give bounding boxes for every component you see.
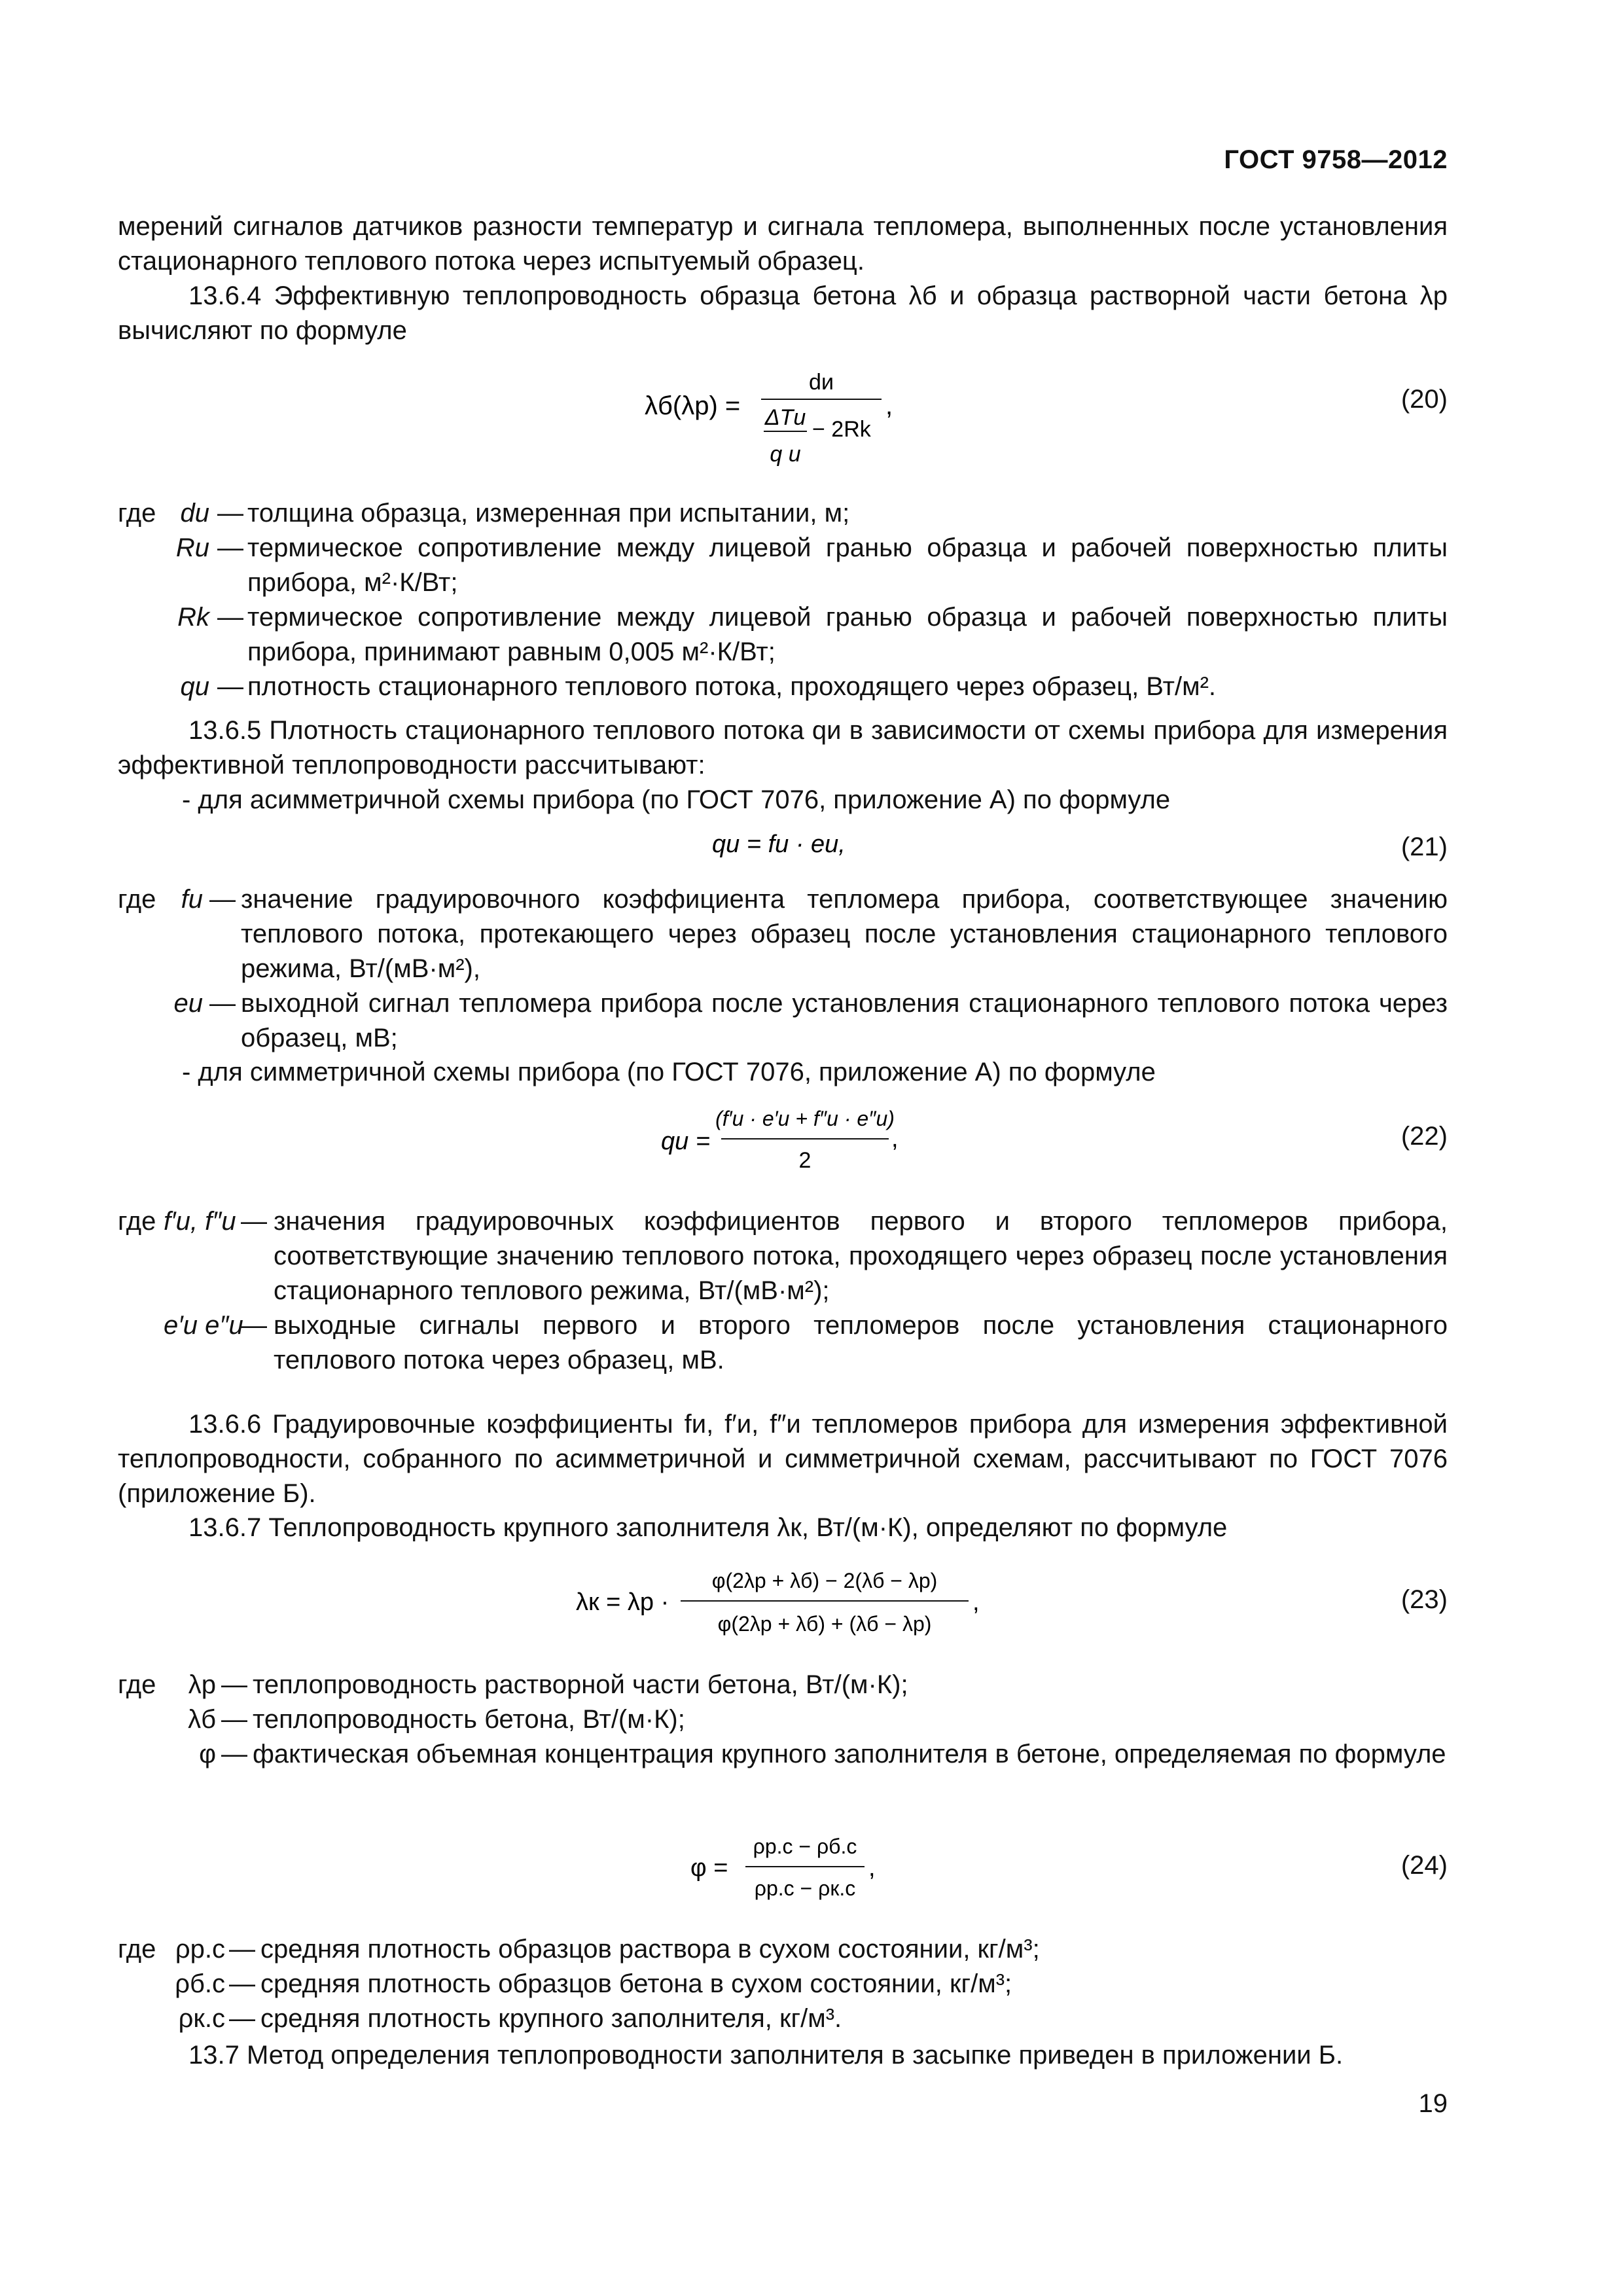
formula-22-denominator: 2 — [798, 1148, 812, 1173]
section-13-7: 13.7 Метод определения теплопроводности заполнителя в засыпке приведен в приложении Б. — [188, 2041, 1344, 2070]
formula-23-lhs: λк = λр · — [576, 1588, 669, 1616]
where-desc: значения градуировочных коэффициентов первого и второго тепломеров прибора, соответствующие значению теплового потока, проходящего через образец после установления стационарного теплового режима, Вт/(мВ·м²); — [274, 1207, 1448, 1305]
where-item: ρб.с — средняя плотность образцов бетона в сухом состоянии, кг/м³; — [118, 1967, 1448, 2001]
where-prefix: где — [118, 1207, 156, 1236]
formula-24-lhs: φ = — [690, 1854, 728, 1882]
where-item: ρк.с — средняя плотность крупного заполнителя, кг/м³. — [118, 2001, 1448, 2036]
formula-20-inner-den: q и — [770, 442, 801, 467]
formula-20-after: , — [885, 391, 893, 420]
formula-22-lhs: qи = — [661, 1128, 711, 1155]
formula-22-after: , — [891, 1125, 899, 1153]
where-list-21 — [118, 882, 1448, 1056]
where-item: eи — выходной сигнал тепломера прибора после установления стационарного теплового потока через образец, мВ; — [118, 986, 1448, 1056]
where-list-23 — [118, 1668, 1448, 1772]
formula-24 — [690, 1826, 913, 1914]
formula-20 — [645, 363, 919, 484]
formula-23-number: (23) — [1400, 1585, 1448, 1614]
where-prefix: где — [118, 1935, 156, 1964]
intro-paragraph: мерений сигналов датчиков разности температур и сигнала тепломера, выполненных после установления стационарного теплового потока через испытуемый образец. — [118, 212, 1448, 276]
where-item: φ — фактическая объемная концентрация крупного заполнителя в бетоне, определяемая по формуле — [118, 1737, 1448, 1772]
standard-code-header: ГОСТ 9758—2012 — [1224, 145, 1448, 174]
formula-20-number: (20) — [1400, 385, 1448, 414]
formula-20-tail: − 2Rk — [812, 417, 871, 442]
where-term: ρр.с — [175, 1935, 225, 1964]
where-desc: фактическая объемная концентрация крупного заполнителя в бетоне, определяемая по формуле — [253, 1740, 1446, 1768]
where-desc: средняя плотность образцов бетона в сухом состоянии, кг/м³; — [260, 1969, 1012, 1998]
where-term: λб — [188, 1705, 216, 1734]
where-term: qи — [180, 672, 209, 701]
formula-24-after: , — [868, 1854, 876, 1882]
where-desc: выходные сигналы первого и второго тепломеров после установления стационарного теплового потока через образец, мВ. — [274, 1311, 1448, 1374]
formula-21 — [712, 823, 921, 866]
where-item: где ρр.с — средняя плотность образцов раствора в сухом состоянии, кг/м³; — [118, 1932, 1448, 1967]
where-term: dи — [180, 499, 209, 528]
where-term: f′и, f″и — [164, 1207, 236, 1236]
section-13-6-6: 13.6.6 Градуировочные коэффициенты fи, f′и, f″и тепломеров прибора для измерения эффективной теплопроводности, собранного по асимметричной и симметричной схемам, рассчитывают по ГОСТ 7076 (приложение Б). — [118, 1410, 1448, 1508]
formula-24-number: (24) — [1400, 1851, 1448, 1880]
formula-23-denominator: φ(2λр + λб) + (λб − λр) — [717, 1612, 932, 1636]
where-term: Rи — [175, 533, 209, 562]
where-item: Rи — термическое сопротивление между лицевой гранью образца и рабочей поверхностью плиты прибора, м²·К/Вт; — [118, 531, 1448, 600]
formula-21-number: (21) — [1400, 833, 1448, 861]
where-item: где dи — толщина образца, измеренная при испытании, м; — [118, 496, 1448, 531]
where-desc: плотность стационарного теплового потока, проходящего через образец, Вт/м². — [247, 672, 1217, 701]
formula-22-number: (22) — [1400, 1122, 1448, 1151]
where-term: λр — [188, 1670, 216, 1699]
where-prefix: где — [118, 885, 156, 914]
where-term: Rk — [177, 603, 209, 632]
where-term: φ — [199, 1740, 216, 1768]
where-item: Rk — термическое сопротивление между лицевой гранью образца и рабочей поверхностью плиты прибора, принимают равным 0,005 м²·К/Вт; — [118, 600, 1448, 670]
where-desc: значение градуировочного коэффициента тепломера прибора, соответствующее значению теплового потока, протекающего через образец после установления стационарного теплового режима, Вт/(мВ·м²), — [241, 885, 1448, 983]
where-item: где λр — теплопроводность растворной части бетона, Вт/(м·К); — [118, 1668, 1448, 1702]
where-desc: толщина образца, измеренная при испытании, м; — [247, 499, 850, 528]
where-term: eи — [173, 989, 203, 1018]
where-list-20 — [118, 496, 1448, 704]
formula-24-numerator: ρр.с − ρб.с — [753, 1835, 857, 1858]
where-desc: средняя плотность образцов раствора в сухом состоянии, кг/м³; — [260, 1935, 1040, 1964]
where-list-22 — [118, 1204, 1448, 1378]
where-desc: термическое сопротивление между лицевой гранью образца и рабочей поверхностью плиты прибора, принимают равным 0,005 м²·К/Вт; — [247, 603, 1448, 666]
where-term: e′и e″и — [164, 1311, 243, 1340]
formula-23-after: , — [972, 1588, 980, 1616]
page-number: 19 — [1418, 2089, 1448, 2118]
where-item: e′и e″и — выходные сигналы первого и второго тепломеров после установления стационарного теплового потока через образец, мВ. — [118, 1308, 1448, 1378]
where-desc: теплопроводность растворной части бетона, Вт/(м·К); — [253, 1670, 908, 1699]
where-list-24 — [118, 1932, 1448, 2036]
where-item: λб — теплопроводность бетона, Вт/(м·К); — [118, 1702, 1448, 1737]
formula-23 — [576, 1558, 1008, 1653]
formula-20-numerator: dи — [809, 370, 834, 395]
where-desc: теплопроводность бетона, Вт/(м·К); — [253, 1705, 685, 1734]
where-item: где fи — значение градуировочного коэффициента тепломера прибора, соответствующее значению теплового потока, протекающего через образец после установления стационарного теплового режима, Вт/(мВ·м²), — [118, 882, 1448, 986]
formula-22-numerator: (f′и · e′и + f″и · e″и) — [715, 1107, 895, 1130]
where-term: ρк.с — [178, 2004, 225, 2033]
where-prefix: где — [118, 1670, 156, 1699]
formula-24-denominator: ρр.с − ρк.с — [754, 1876, 856, 1900]
formula-22 — [661, 1097, 936, 1185]
where-prefix: где — [118, 499, 156, 528]
section-13-6-5: 13.6.5 Плотность стационарного теплового потока qи в зависимости от схемы прибора для измерения эффективной теплопроводности рассчитывают: — [118, 716, 1448, 780]
where-item: где f′и, f″и — значения градуировочных коэффициентов первого и второго тепломеров прибора, соответствующие значению теплового потока, проходящего через образец после установления стационарного теплового режима, Вт/(мВ·м²); — [118, 1204, 1448, 1308]
where-desc: средняя плотность крупного заполнителя, кг/м³. — [260, 2004, 842, 2033]
where-term: fи — [181, 885, 203, 914]
section-13-6-4: 13.6.4 Эффективную теплопроводность образца бетона λб и образца растворной части бетона λр вычисляют по формуле — [118, 281, 1448, 345]
bullet-symmetric: - для симметричной схемы прибора (по ГОСТ 7076, приложение А) по формуле — [182, 1058, 1156, 1086]
formula-23-numerator: φ(2λр + λб) − 2(λб − λр) — [711, 1569, 938, 1592]
formula-20-inner-num: ΔTи — [764, 405, 806, 430]
where-desc: выходной сигнал тепломера прибора после установления стационарного теплового потока через образец, мВ; — [241, 989, 1448, 1052]
where-term: ρб.с — [175, 1969, 225, 1998]
where-desc: термическое сопротивление между лицевой гранью образца и рабочей поверхностью плиты прибора, м²·К/Вт; — [247, 533, 1448, 597]
formula-21-text: qи = fи · eи, — [712, 831, 846, 858]
bullet-asymmetric: - для асимметричной схемы прибора (по ГОСТ 7076, приложение А) по формуле — [182, 785, 1171, 814]
formula-20-lhs: λб(λр) = — [645, 391, 741, 420]
section-13-6-7: 13.6.7 Теплопроводность крупного заполнителя λк, Вт/(м·К), определяют по формуле — [188, 1513, 1228, 1542]
where-item: qи — плотность стационарного теплового потока, проходящего через образец, Вт/м². — [118, 670, 1448, 704]
